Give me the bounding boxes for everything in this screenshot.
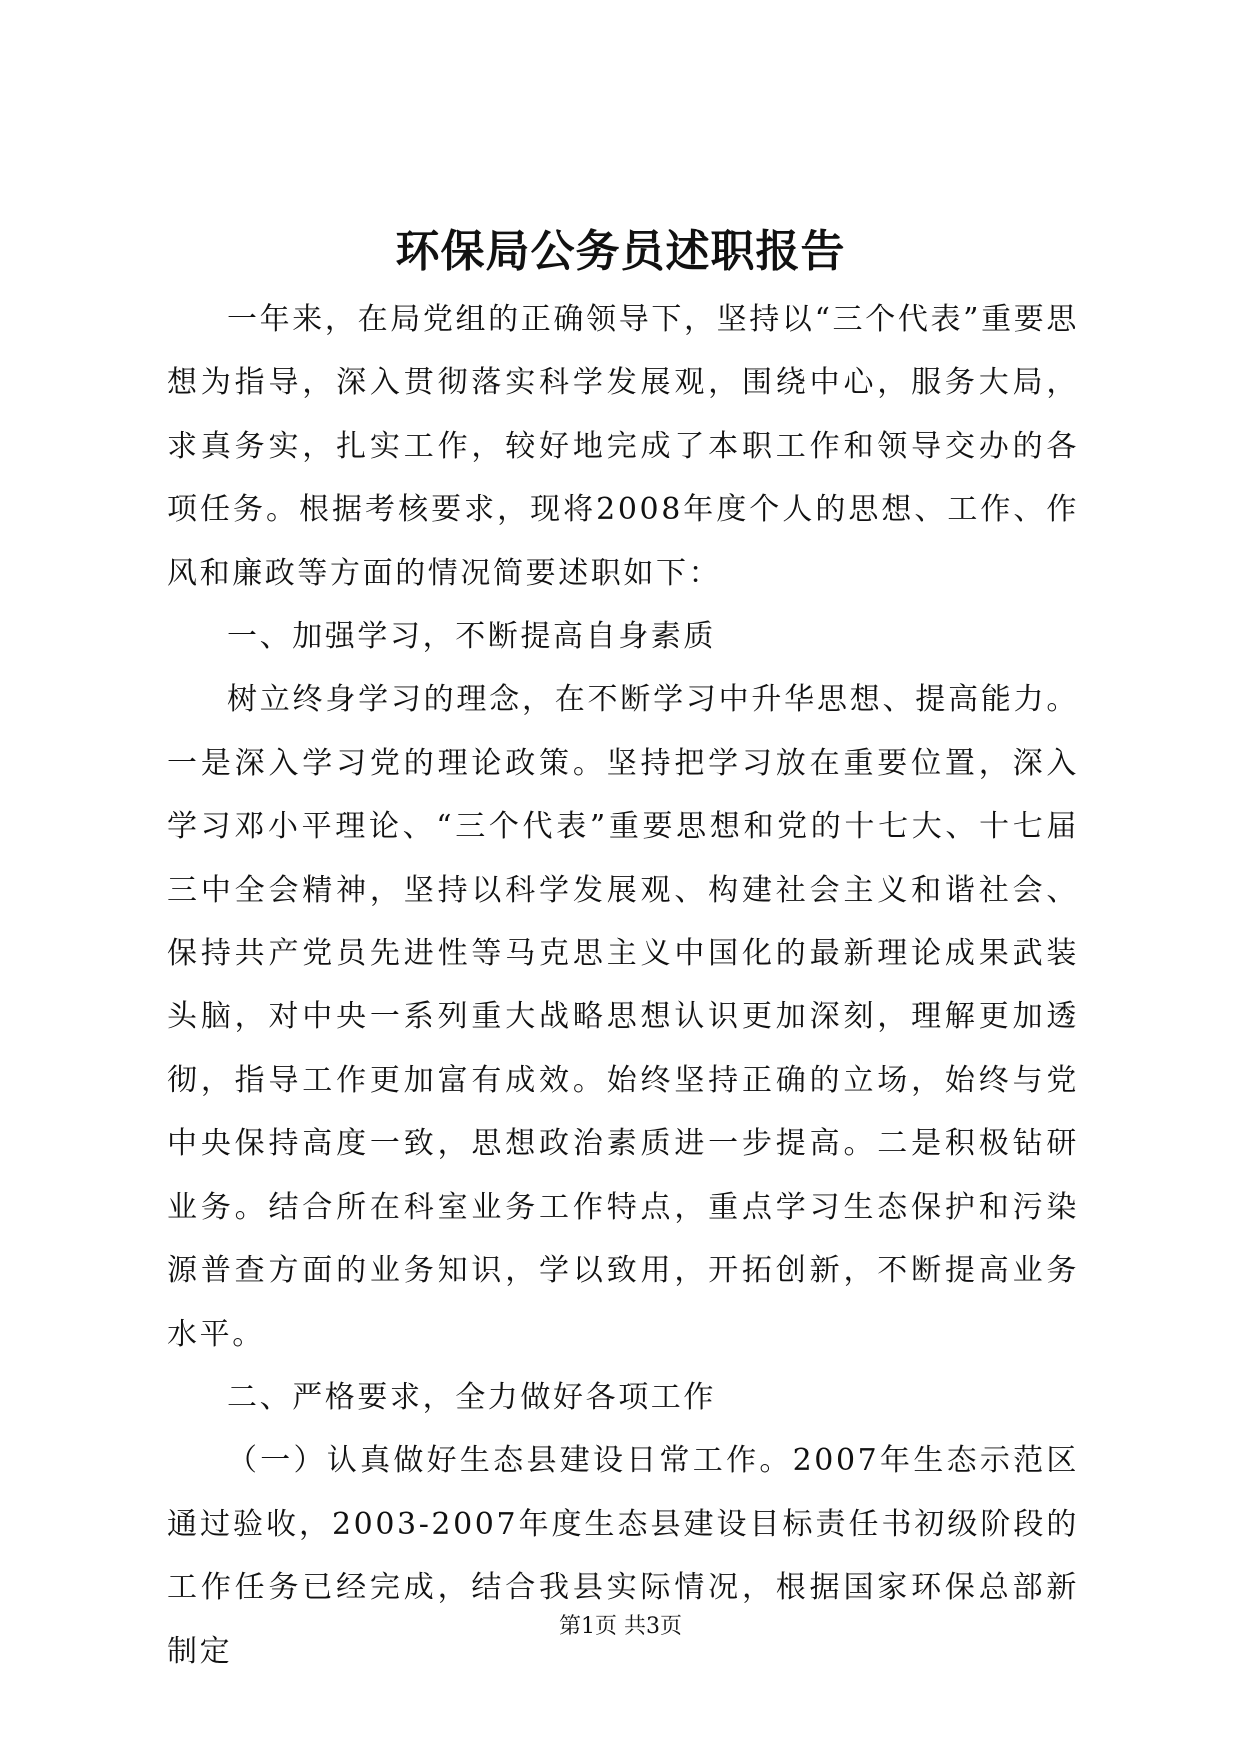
page-number-footer: 第1页 共3页: [559, 1614, 682, 1639]
section-heading-2: 二、严格要求，全力做好各项工作: [227, 1379, 716, 1415]
paragraph-study: 树立终身学习的理念，在不断学习中升华思想、提高能力。一是深入学习党的理论政策。坚持把学习放在重要位置，深入学习邓小平理论、“三个代表”重要思想和党的十七大、十七届三中全会精神，坚持以科学发展观、构建社会主义和谐社会、保持共产党员先进性等马克思主义中国化的最新理论成果武装头脑，对中央一系列重大战略思想认识更加深刻，理解更加透彻，指导工作更加富有成效。始终坚持正确的立场，始终与党中央保持高度一致，思想政治素质进一步提高。二是积极钻研业务。结合所在科室业务工作特点，重点学习生态保护和污染源普查方面的业务知识，学以致用，开拓创新，不断提高业务水平。: [167, 682, 1079, 1352]
document-body: [167, 288, 1079, 1683]
section-heading-1: 一、加强学习，不断提高自身素质: [227, 619, 716, 655]
paragraph-eco-county: （一）认真做好生态县建设日常工作。2007年生态示范区通过验收，2003-2007年度生态县建设目标责任书初级阶段的工作任务已经完成，结合我县实际情况，根据国家环保总部新制定: [167, 1443, 1079, 1669]
document-title: 环保局公务员述职报告: [395, 226, 846, 277]
paragraph-intro: 一年来，在局党组的正确领导下，坚持以“三个代表”重要思想为指导，深入贯彻落实科学发展观，围绕中心，服务大局，求真务实，扎实工作，较好地完成了本职工作和领导交办的各项任务。根据考核要求，现将2008年度个人的思想、工作、作风和廉政等方面的情况简要述职如下：: [167, 302, 1079, 591]
